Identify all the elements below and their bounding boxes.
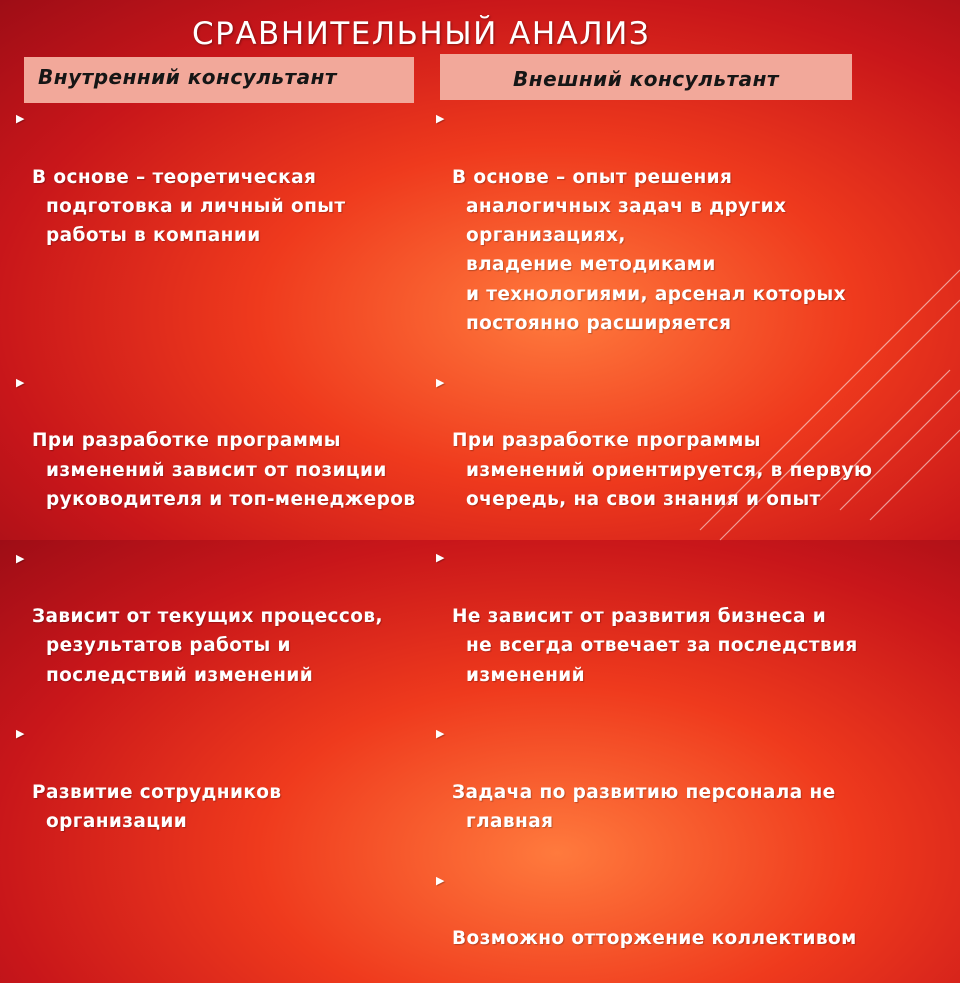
internal-consultant-list [16,104,450,866]
triangle-right-icon: ▶ [436,375,445,389]
list-item-text: При разработке программы изменений зависит от позиции руководителя и топ-менеджеров [32,430,416,510]
list-item [16,368,450,544]
list-item [16,719,450,865]
list-item [436,543,910,719]
triangle-right-icon: ▶ [16,112,25,125]
list-item-text: Развитие сотрудников организации [32,781,282,833]
triangle-right-icon: ▶ [436,873,445,887]
list-item-text: Зависит от текущих процессов, результатов работы и последствий изменений [32,606,383,686]
triangle-right-icon: ▶ [16,551,25,565]
triangle-right-icon: ▶ [436,112,445,125]
triangle-right-icon: ▶ [16,727,25,741]
list-item [436,719,910,865]
list-item-text: В основе – теоретическая подготовка и личный опыт работы в компании [32,166,346,247]
list-item-text: Возможно отторжение коллективом [452,928,857,950]
external-consultant-list [436,104,910,983]
list-item-text: Не зависит от развития бизнеса и не всегда отвечает за последствия изменений [452,606,858,686]
triangle-right-icon: ▶ [436,727,445,741]
triangle-right-icon: ▶ [16,375,25,389]
list-item-text: При разработке программы изменений ориентируется, в первую очередь, на свои знания и опыт [452,430,873,510]
list-item [16,104,450,280]
triangle-right-icon: ▶ [436,551,445,565]
list-item [436,104,910,368]
external-consultant-header: Внешний консультант [440,54,852,100]
slide-title: СРАВНИТЕЛЬНЫЙ АНАЛИЗ [192,16,651,52]
list-item-text: Задача по развитию персонала не главная [452,781,836,833]
spacer [20,280,450,368]
list-item [436,866,910,983]
list-item-text: В основе – опыт решения аналогичных задач в других организациях, владение методиками и технологиями, арсенал которых постоянно расширяется [452,166,846,335]
internal-consultant-header: Внутренний консультант [24,57,414,103]
list-item [436,368,910,544]
list-item [16,544,450,720]
